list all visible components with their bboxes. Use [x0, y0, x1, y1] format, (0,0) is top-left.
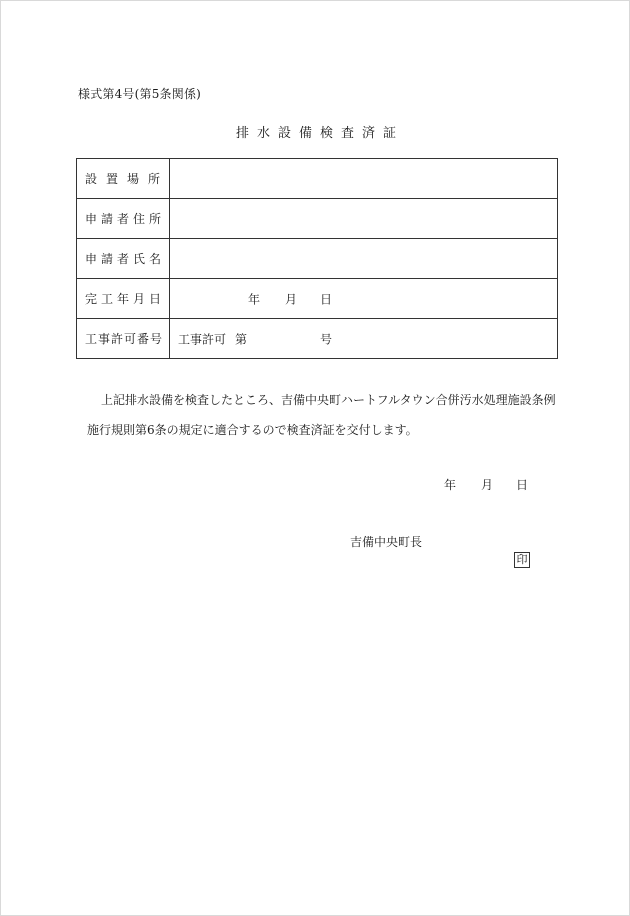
value-applicant-name[interactable]	[170, 239, 558, 279]
document-title: 排水設備検査済証	[235, 126, 404, 141]
table-row	[77, 279, 558, 319]
label-applicant-address: 申請者住所	[77, 199, 170, 239]
value-installation-location[interactable]	[170, 159, 558, 199]
permit-gou: 号	[320, 332, 333, 346]
seal-mark: 印	[514, 552, 530, 568]
value-applicant-address[interactable]	[170, 199, 558, 239]
completion-day-unit: 日	[320, 292, 333, 306]
label-permit-number: 工事許可番号	[77, 319, 170, 359]
inspection-info-table	[76, 158, 558, 359]
label-completion-date: 完工年月日	[77, 279, 170, 319]
statement-line-2: 施行規則第6条の規定に適合するので検査済証を交付します。	[87, 423, 418, 437]
issue-day-unit: 日	[516, 478, 529, 492]
permit-prefix: 工事許可	[178, 332, 227, 346]
label-applicant-name: 申請者氏名	[77, 239, 170, 279]
table-row	[77, 319, 558, 359]
form-number: 様式第4号(第5条関係)	[78, 87, 202, 101]
value-permit-number[interactable]	[170, 319, 558, 359]
issue-year-unit: 年	[444, 478, 457, 492]
value-completion-date[interactable]	[170, 279, 558, 319]
completion-month-unit: 月	[285, 292, 298, 306]
completion-year-unit: 年	[248, 292, 261, 306]
table-row	[77, 159, 558, 199]
table-row	[77, 239, 558, 279]
issuer-name: 吉備中央町長	[350, 535, 423, 549]
table-row	[77, 199, 558, 239]
label-installation-location: 設置場所	[77, 159, 170, 199]
statement-line-1: 上記排水設備を検査したところ、吉備中央町ハートフルタウン合併汚水処理施設条例	[101, 393, 556, 407]
certification-statement	[87, 385, 567, 445]
issue-month-unit: 月	[481, 478, 494, 492]
permit-dai: 第	[235, 332, 248, 346]
